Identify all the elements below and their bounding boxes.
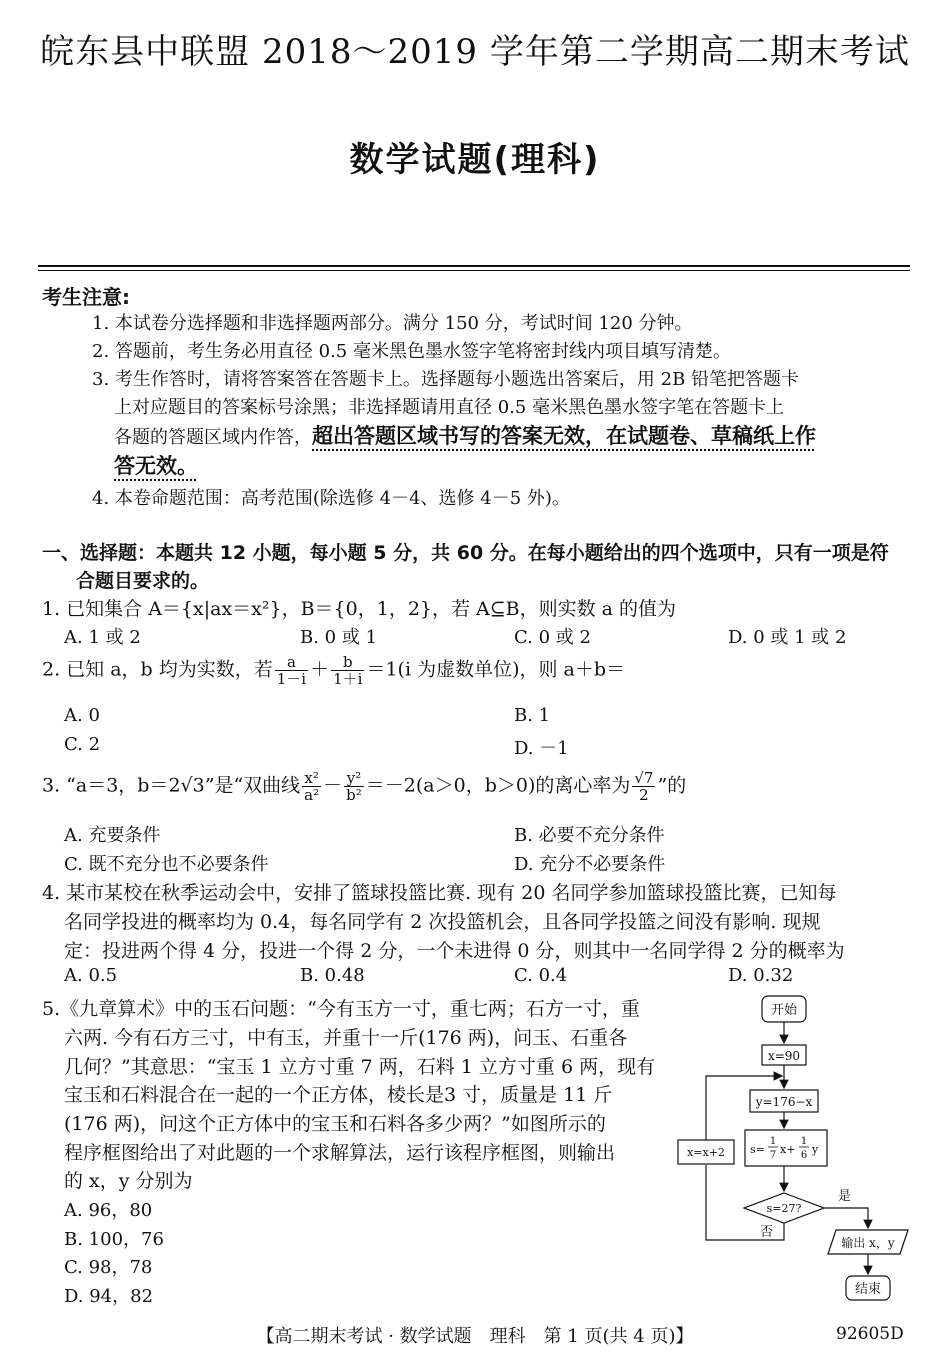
question-5-line-5: (176 两)，问这个正方体中的宝玉和石料各多少两？”如图所示的 <box>64 1113 606 1135</box>
flowchart-assign-y-label: y=176−x <box>755 1095 813 1109</box>
fraction-numerator: y² <box>344 770 364 787</box>
question-1-option-c: C. 0 或 2 <box>514 627 591 648</box>
flowchart-frac-a-den: 7 <box>769 1150 777 1161</box>
question-4-option-b: B. 0.48 <box>300 965 365 986</box>
question-3-mid: ＝－2(a＞0，b＞0)的离心率为 <box>365 774 631 797</box>
question-4-option-c: C. 0.4 <box>514 965 568 986</box>
question-2-fraction-b <box>331 654 364 687</box>
exam-subtitle: 数学试题(理科) <box>349 140 601 180</box>
paper-code: 92605D <box>836 1324 904 1344</box>
question-5-line-3: 几何？”其意思：“宝玉 1 立方寸重 7 两，石料 1 立方寸重 6 两，现有 <box>64 1056 656 1078</box>
question-1-option-b: B. 0 或 1 <box>300 627 378 648</box>
flowchart-loop-label: x=x+2 <box>687 1146 725 1159</box>
question-5-option-c: C. 98，78 <box>64 1257 153 1278</box>
question-2-post: ＝1(i 为虚数单位)，则 a＋b＝ <box>366 658 626 681</box>
question-4-option-d: D. 0.32 <box>728 965 794 986</box>
question-2-option-c: C. 2 <box>64 734 101 755</box>
fraction-numerator: √7 <box>634 769 654 787</box>
notice-emphasis-end: 答无效。 <box>114 454 198 478</box>
plus-sign: ＋ <box>310 658 330 681</box>
minus-sign: － <box>323 774 343 797</box>
question-5-line-2: 六两. 今有石方三寸，中有玉，并重十一斤(176 两)，问玉、石重各 <box>64 1027 628 1049</box>
question-5-line-7: 的 x，y 分别为 <box>64 1170 193 1192</box>
question-4-option-a: A. 0.5 <box>64 965 118 986</box>
question-3-post: ”的 <box>657 774 687 797</box>
question-5-option-d: D. 94，82 <box>64 1286 154 1307</box>
section-heading-line-2: 合题目要求的。 <box>76 570 210 592</box>
question-3-option-d: D. 充分不必要条件 <box>514 854 666 875</box>
question-2-option-a: A. 0 <box>64 705 100 726</box>
question-5-line-6: 程序框图给出了对此题的一个求解算法，运行该程序框图，则输出 <box>64 1142 616 1164</box>
question-3-fraction-e <box>632 770 655 803</box>
question-2-option-b: B. 1 <box>514 705 551 726</box>
fraction-numerator: x² <box>302 770 321 787</box>
notice-item-3-line-3 <box>114 420 816 450</box>
question-1-stem: 1. 已知集合 A＝{x|ax＝x²}，B＝{0，1，2}，若 A⊆B，则实数 a 的值为 <box>42 598 677 620</box>
flowchart-frac-b-den: 6 <box>800 1150 808 1161</box>
exam-title: 皖东县中联盟 2018～2019 学年第二学期高二期末考试 <box>40 32 910 72</box>
notice-item-2: 2. 答题前，考生务必用直径 0.5 毫米黑色墨水签字笔将密封线内项目填写清楚。 <box>92 341 731 362</box>
divider-thin <box>38 270 910 271</box>
fraction-denominator: b² <box>346 786 362 804</box>
question-1-option-a: A. 1 或 2 <box>64 627 141 648</box>
flowchart-s-post: y <box>812 1143 819 1156</box>
flowchart-assign-s-label <box>750 1136 819 1161</box>
question-4-line-2: 名同学投进的概率均为 0.4，每名同学有 2 次投篮机会，且各同学投篮之间没有影响. 现规 <box>64 911 821 933</box>
notice-title: 考生注意: <box>42 285 130 309</box>
question-2-fraction-a <box>275 654 308 687</box>
question-5-line-4: 宝玉和石料混合在一起的一个正方体，棱长是3 寸，质量是 11 斤 <box>64 1084 613 1106</box>
question-1-option-d: D. 0 或 1 或 2 <box>728 627 847 648</box>
question-2-option-d: D. －1 <box>514 738 569 759</box>
program-flowchart <box>670 990 920 1310</box>
question-3-stem <box>42 770 686 803</box>
flowchart-s-mid: x+ <box>780 1143 796 1156</box>
question-5-line-1: 5.《九章算术》中的玉石问题：“今有玉方一寸，重七两；石方一寸，重 <box>42 998 640 1020</box>
flowchart-init-label: x=90 <box>767 1049 801 1063</box>
question-3-option-a: A. 充要条件 <box>64 825 161 846</box>
flowchart-no-label: 否 <box>760 1225 774 1240</box>
question-4-line-1: 4. 某市某校在秋季运动会中，安排了篮球投篮比赛. 现有 20 名同学参加篮球投篮比赛，已知每 <box>42 882 837 904</box>
notice-item-3-line-2: 上对应题目的答案标号涂黑；非选择题请用直径 0.5 毫米黑色墨水签字笔在答题卡上 <box>114 397 785 418</box>
fraction-denominator: 1－i <box>276 670 307 688</box>
question-5-option-b: B. 100，76 <box>64 1229 164 1250</box>
question-3-option-c: C. 既不充分也不必要条件 <box>64 854 269 875</box>
question-3-fraction-x <box>302 770 321 803</box>
fraction-numerator: a <box>275 654 308 671</box>
flowchart-output-label: 输出 x，y <box>841 1236 895 1250</box>
section-heading-line-1: 一、选择题：本题共 12 小题，每小题 5 分，共 60 分。在每小题给出的四个选项中，只有一项是符 <box>42 542 889 564</box>
flowchart-start-label: 开始 <box>770 1003 798 1018</box>
flowchart-frac-a-num: 1 <box>769 1136 777 1147</box>
notice-emphasis: 超出答题区域书写的答案无效，在试题卷、草稿纸上作 <box>312 424 816 448</box>
notice-item-3-line-3-plain: 各题的答题区域内作答， <box>114 427 312 448</box>
flowchart-yes-label: 是 <box>838 1189 852 1204</box>
page-footer: 【高二期末考试 · 数学试题 理科 第 1 页(共 4 页)】 <box>256 1326 694 1347</box>
question-3-pre: 3. “a＝3，b＝2√3”是“双曲线 <box>42 774 301 797</box>
flowchart-s-pre: s= <box>750 1143 765 1156</box>
question-5-option-a: A. 96，80 <box>64 1200 153 1221</box>
fraction-denominator: a² <box>304 786 320 804</box>
fraction-denominator: 1＋i <box>333 670 363 688</box>
fraction-denominator: 2 <box>639 786 649 804</box>
notice-item-4: 4. 本卷命题范围：高考范围(除选修 4－4、选修 4－5 外)。 <box>92 488 570 509</box>
flowchart-decision-label: s=27? <box>766 1202 802 1215</box>
notice-item-1: 1. 本试卷分选择题和非选择题两部分。满分 150 分，考试时间 120 分钟。 <box>92 313 693 334</box>
question-4-line-3: 定：投进两个得 4 分，投进一个得 2 分，一个未进得 0 分，则其中一名同学得 2 分的概率为 <box>64 940 845 962</box>
question-2-stem <box>42 654 625 687</box>
divider-thick <box>38 265 910 267</box>
flowchart-frac-b-num: 1 <box>800 1136 808 1147</box>
notice-item-3-line-1: 3. 考生作答时，请将答案答在答题卡上。选择题每小题选出答案后，用 2B 铅笔把答题卡 <box>92 369 800 390</box>
fraction-numerator: b <box>331 654 364 671</box>
question-3-option-b: B. 必要不充分条件 <box>514 825 665 846</box>
question-2-pre: 2. 已知 a，b 均为实数，若 <box>42 658 273 681</box>
question-3-fraction-y <box>344 770 364 803</box>
flowchart-end-label: 结束 <box>854 1282 882 1297</box>
